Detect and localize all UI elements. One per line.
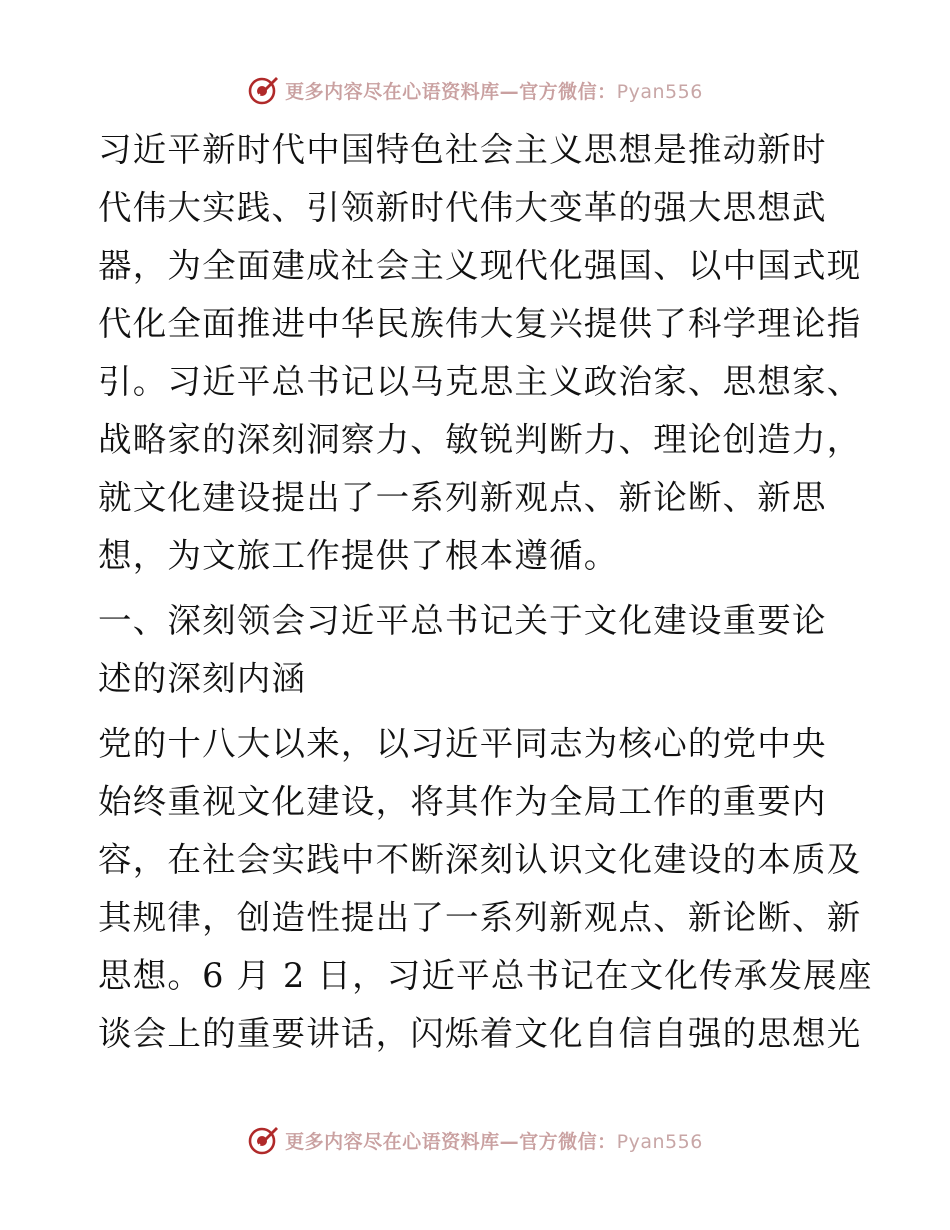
text-line: 战略家的深刻洞察力、敏锐判断力、理论创造力，: [98, 420, 862, 459]
text-line: 习近平新时代中国特色社会主义思想是推动新时: [98, 130, 827, 169]
text-line: 党的十八大以来，以习近平同志为核心的党中央: [98, 724, 827, 763]
document-body: [98, 121, 873, 1063]
header-wechat-id: Pyan556: [616, 80, 703, 103]
footer-wechat-id: Pyan556: [616, 1130, 703, 1153]
pen-circle-logo-icon: [247, 1124, 279, 1156]
footer-banner: [0, 1120, 950, 1160]
text-line: 容，在社会实践中不断深刻认识文化建设的本质及: [98, 840, 862, 879]
text-line: 述的深刻内涵: [98, 659, 307, 698]
section-heading: [98, 592, 858, 708]
header-banner-text: 更多内容尽在心语资料库—官方微信：Pyan556: [285, 80, 703, 103]
text-line: 一、深刻领会习近平总书记关于文化建设重要论: [98, 601, 827, 640]
text-line: 代伟大实践、引领新时代伟大变革的强大思想武: [98, 188, 827, 227]
text-line: 始终重视文化建设，将其作为全局工作的重要内: [98, 782, 827, 821]
pen-circle-logo-icon: [247, 74, 279, 106]
text-line: 就文化建设提出了一系列新观点、新论断、新思: [98, 478, 827, 517]
text-line: 想，为文旅工作提供了根本遵循。: [98, 536, 619, 575]
text-line: 代化全面推进中华民族伟大复兴提供了科学理论指: [98, 304, 862, 343]
text-line: 思想。6 月 2 日，习近平总书记在文化传承发展座: [98, 956, 873, 995]
text-line: 谈会上的重要讲话，闪烁着文化自信自强的思想光: [98, 1014, 862, 1053]
text-line: 引。习近平总书记以马克思主义政治家、思想家、: [98, 362, 862, 401]
footer-banner-text: 更多内容尽在心语资料库—官方微信：Pyan556: [285, 1130, 703, 1153]
body-paragraph: [98, 715, 873, 1063]
text-line: 器，为全面建成社会主义现代化强国、以中国式现: [98, 246, 862, 285]
header-banner: [0, 70, 950, 110]
text-line: 其规律，创造性提出了一系列新观点、新论断、新: [98, 898, 862, 937]
intro-paragraph: [98, 121, 862, 585]
